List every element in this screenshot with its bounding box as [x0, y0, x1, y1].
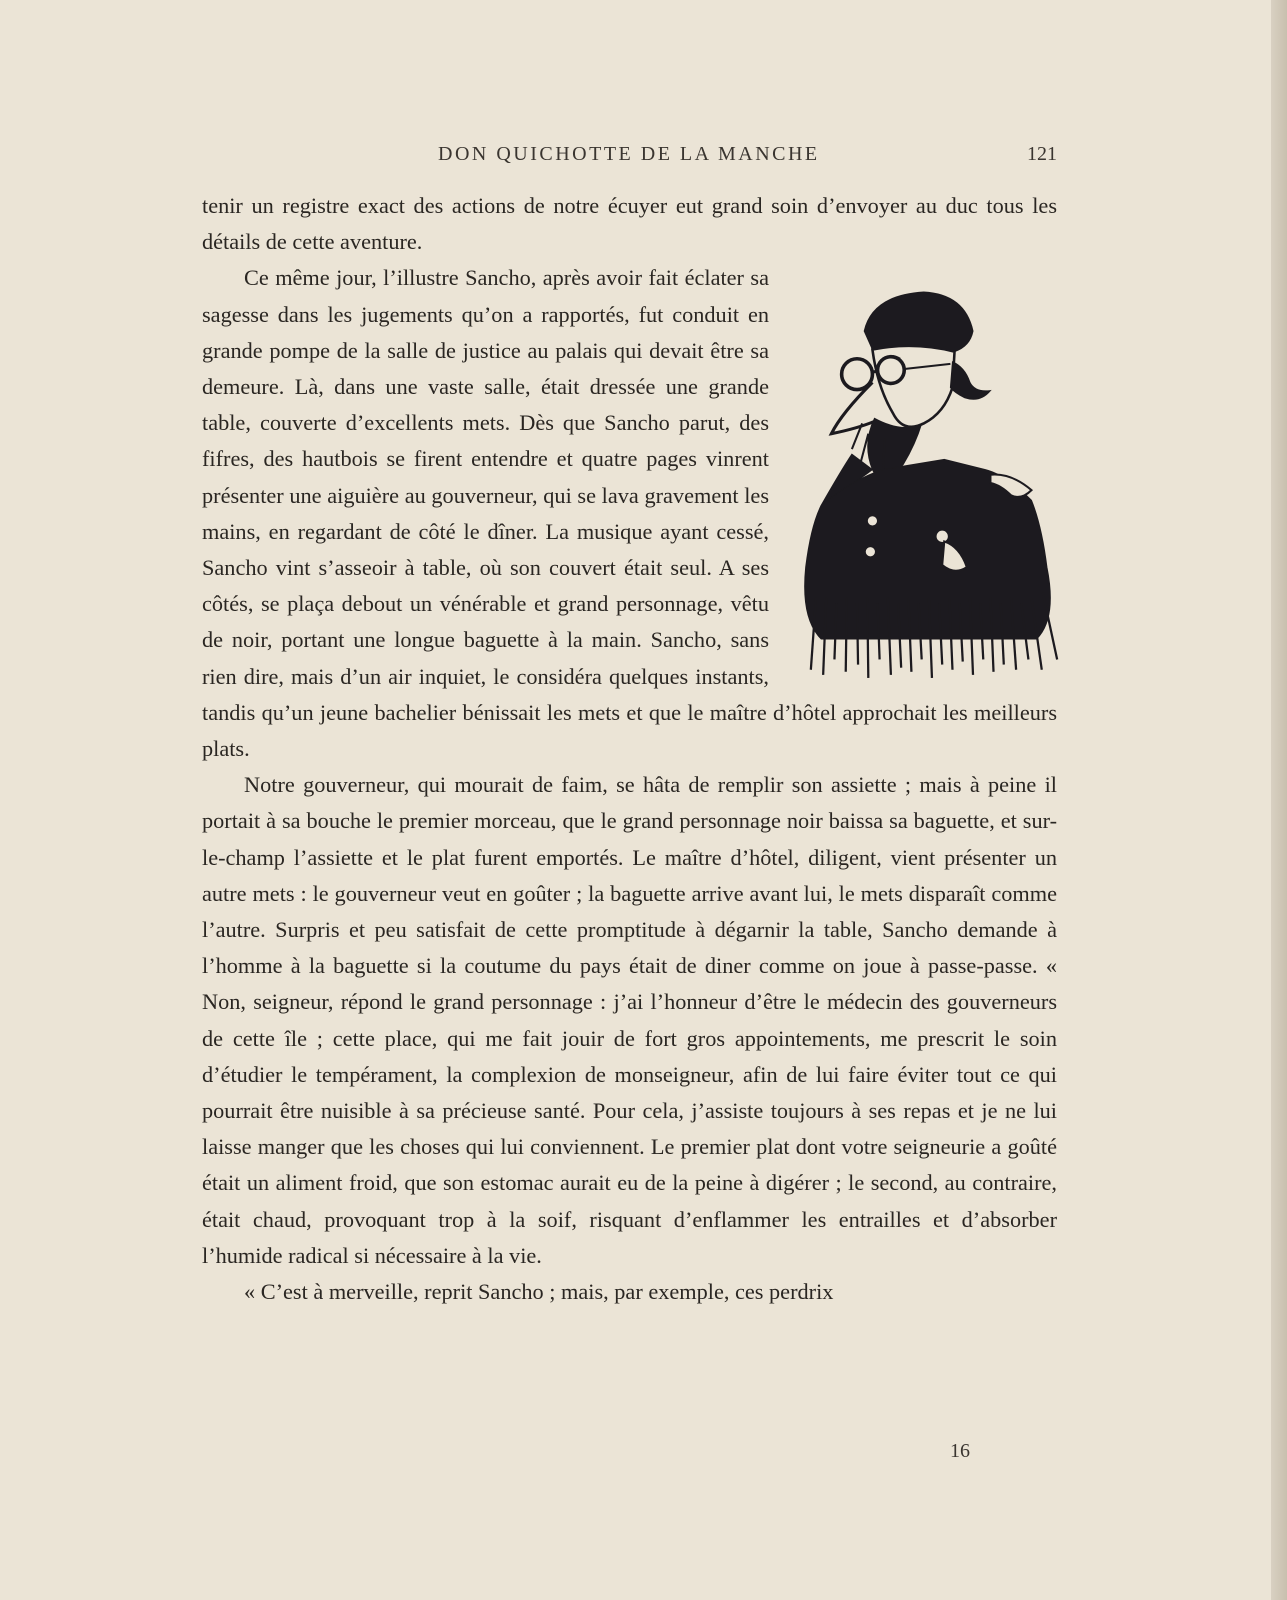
paragraph-1: tenir un registre exact des actions de notre écuyer eut grand soin d’envoyer au duc tous les détails de cette aventure. — [202, 193, 1057, 255]
page-header — [202, 143, 1057, 173]
physician-caricature-icon — [799, 290, 1069, 680]
page-edge — [1271, 0, 1287, 1600]
paragraph-3: Notre gouverneur, qui mourait de faim, se hâta de remplir son assiette ; mais à peine il portait à sa bouche le premier morceau, que le grand personnage noir baissa sa baguette, et sur-le-champ l’assiette et le plat furent emportés. Le maître d’hôtel, diligent, vient présenter un autre mets : le gouverneur veut en goûter ; la baguette arrive avant lui, le mets disparaît comme l’autre. Surpris et peu satisfait de cette promptitude à dégarnir la table, Sancho demande à l’homme à la baguette si la coutume du pays était de diner comme on joue à passe-passe. « Non, seigneur, répond le grand personnage : j’ai l’honneur d’être le médecin des gouverneurs de cette île ; cette place, qui me fait jouir de fort gros appointements, me prescrit le soin d’étudier le tempérament, la complexion de monseigneur, afin de lui faire éviter tout ce qui pourrait être nuisible à sa précieuse santé. Pour cela, j’assiste toujours à ses repas et je ne lui laisse manger que les choses qui lui conviennent. Le premier plat dont votre seigneurie a goûté était un aliment froid, que son estomac aurait eu de la peine à digérer ; le second, au contraire, était chaud, provoquant trop à la soif, risquant d’enflammer les entrailles et d’absorber l’humide radical si nécessaire à la vie. — [202, 772, 1057, 1268]
paragraph-4: « C’est à merveille, reprit Sancho ; mais, par exemple, ces perdrix — [244, 1279, 834, 1305]
body-text — [202, 188, 1057, 1310]
page-number: 121 — [1027, 143, 1057, 165]
paragraph-2: Ce même jour, l’illustre Sancho, après avoir fait éclater sa sagesse dans les jugements qu’on a rapportés, fut conduit en grande pompe de la salle de justice au palais qui devait être sa demeure. Là, dans une vaste salle, était dressée une grande table, couverte d’excellents mets. Dès que Sancho parut, des fifres, des hautbois se firent entendre et quatre pages vinrent présenter une aiguière au gouverneur, qui se lava gravement les mains, en regardant de côté le dîner. La musique ayant cessé, Sancho vint s’asseoir à table, où son couvert était seul. A ses côtés, se plaça debout un vénérable et grand personnage, vêtu de noir, portant une longue baguette à la main. Sancho, sans rien dire, mais d’un air inquiet, le considéra quelques instants, tandis qu’un jeune bachelier bénissait les mets et que le maître d’hôtel approchait les meilleurs plats. — [202, 265, 1057, 762]
running-title: DON QUICHOTTE DE LA MANCHE — [438, 143, 820, 165]
signature-mark: 16 — [950, 1440, 970, 1462]
